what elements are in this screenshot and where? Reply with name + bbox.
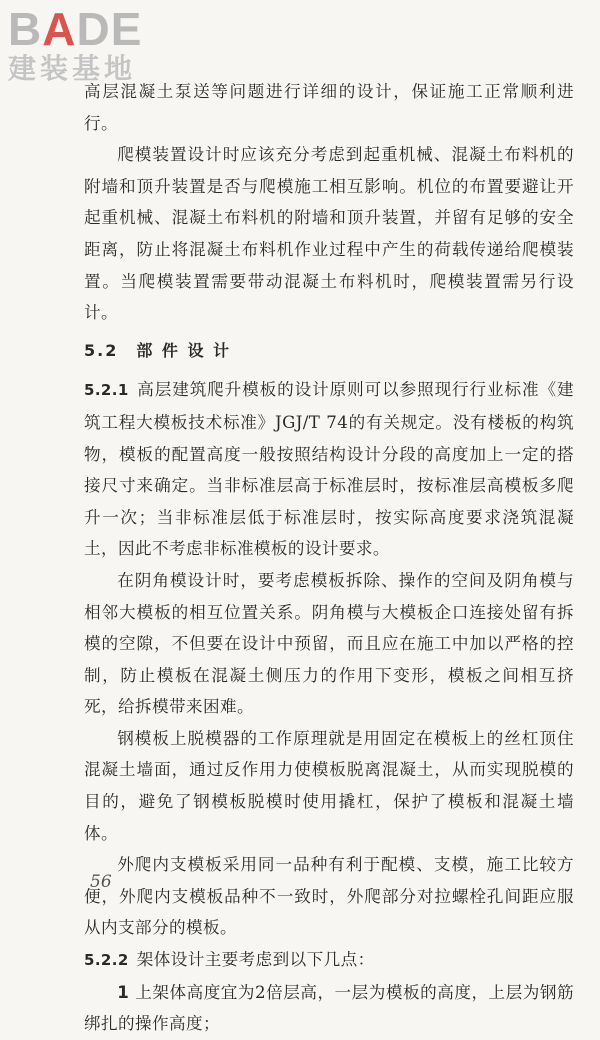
paragraph: 外爬内支模板采用同一品种有利于配模、支模，施工比较方便，外爬内支模板品种不一致时，外爬部分对拉螺栓孔间距应服从内支部分的模板。 [84,855,574,938]
page-number: 56 [90,872,112,892]
clause-5-2-2 [84,944,574,977]
paragraph: 爬模装置设计时应该充分考虑到起重机械、混凝土布料机的附墙和顶升装置是否与爬模施工相互影响。机位的布置要避让开起重机械、混凝土布料机的附墙和顶升装置，并留有足够的安全距离，防止将混凝土布料机作业过程中产生的荷载传递给爬模装置。当爬模装置需要带动混凝土布料机时，爬模装置需另行设计。 [84,145,574,323]
item-text: 上架体高度宜为2倍层高，一层为模板的高度，上层为钢筋绑扎的操作高度； [84,982,574,1034]
section-heading: 5.2 部 件 设 计 [84,340,232,360]
list-item [84,977,574,1040]
item-number: 1 [117,982,130,1002]
clause-number: 5.2.2 [84,951,129,970]
clause-text: 高层建筑爬升模板的设计原则可以参照现行行业标准《建筑工程大模板技术标准》JGJ/T 74的有关规定。没有楼板的构筑物，模板的配置高度一般按照结构设计分段的高度加上一定的搭接尺寸来确定。当非标准层高于标准层时，按标准层高模板多爬升一次；当非标准层低于标准层时，按实际高度要求浇筑混凝土，因此不考虑非标准模板的设计要求。 [84,380,574,559]
logo-wordmark: BADE [8,3,143,55]
clause-number: 5.2.1 [84,381,129,400]
logo-subtitle: 建装基地 [8,52,137,85]
clause-text: 架体设计主要考虑到以下几点： [136,950,375,970]
clause-5-2-1 [84,374,574,565]
paragraph: 高层混凝土泵送等问题进行详细的设计，保证施工正常顺利进行。 [84,82,574,133]
document-body [84,76,574,1040]
paragraph: 在阴角模设计时，要考虑模板拆除、操作的空间及阴角模与相邻大模板的相互位置关系。阴角模与大模板企口连接处留有拆模的空隙，不但要在设计中预留，而且应在施工中加以严格的控制，防止模板在混凝土侧压力的作用下变形，模板之间相互挤死，给拆模带来困难。 [84,570,574,717]
paragraph: 钢模板上脱模器的工作原理就是用固定在模板上的丝杠顶住混凝土墙面，通过反作用力使模板脱离混凝土，从而实现脱模的目的，避免了钢模板脱模时使用撬杠，保护了模板和混凝土墙体。 [84,728,574,843]
